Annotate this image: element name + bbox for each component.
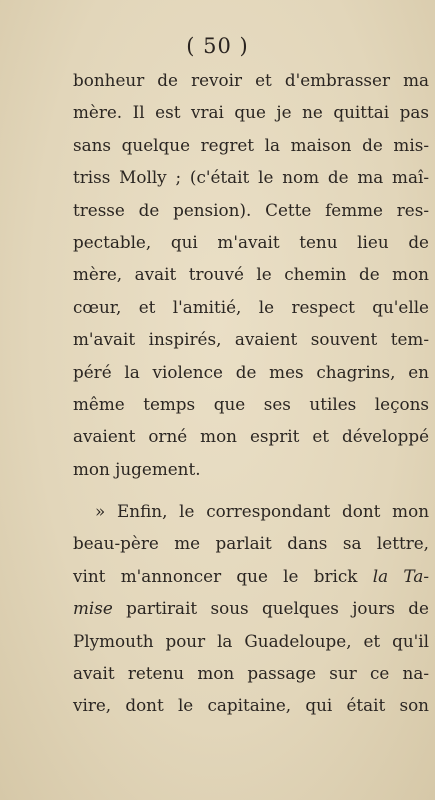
italic-ship-name-cont: mise bbox=[73, 598, 113, 619]
text-line: m'avait inspirés, avaient souvent tem- bbox=[73, 329, 429, 350]
text-line: beau-père me parlait dans sa lettre, bbox=[73, 533, 429, 554]
text-line: Plymouth pour la Guadeloupe, et qu'il bbox=[73, 630, 429, 651]
text-line: triss Molly ; (c'était le nom de ma maî- bbox=[73, 167, 429, 188]
text-line: avaient orné mon esprit et développé bbox=[73, 426, 429, 447]
body-text bbox=[73, 64, 429, 722]
italic-ship-name: la Ta- bbox=[372, 565, 429, 586]
text-line: pectable, qui m'avait tenu lieu de bbox=[73, 231, 429, 252]
paragraph-2 bbox=[73, 495, 429, 722]
text-line: mère, avait trouvé le chemin de mon bbox=[73, 264, 429, 285]
text-line: mon jugement. bbox=[73, 458, 201, 479]
text-segment: partirait sous quelques jours de bbox=[126, 598, 429, 619]
text-line: avait retenu mon passage sur ce na- bbox=[73, 663, 429, 684]
text-line bbox=[73, 560, 429, 592]
text-line: mère. Il est vrai que je ne quittai pas bbox=[73, 102, 429, 123]
text-line: » Enfin, le correspondant dont mon bbox=[95, 501, 429, 522]
text-line bbox=[73, 592, 429, 624]
text-line: sans quelque regret la maison de mis- bbox=[73, 134, 429, 155]
text-line: vire, dont le capitaine, qui était son bbox=[73, 695, 429, 716]
text-line: tresse de pension). Cette femme res- bbox=[73, 199, 429, 220]
text-line: même temps que ses utiles leçons bbox=[73, 393, 429, 414]
text-segment: vint m'annoncer que le brick bbox=[73, 565, 358, 586]
paragraph-1 bbox=[73, 64, 429, 485]
text-line: cœur, et l'amitié, le respect qu'elle bbox=[73, 296, 429, 317]
text-line: bonheur de revoir et d'embrasser ma bbox=[73, 70, 429, 90]
text-line: péré la violence de mes chagrins, en bbox=[73, 361, 429, 382]
page-number: ( 50 ) bbox=[186, 34, 249, 58]
